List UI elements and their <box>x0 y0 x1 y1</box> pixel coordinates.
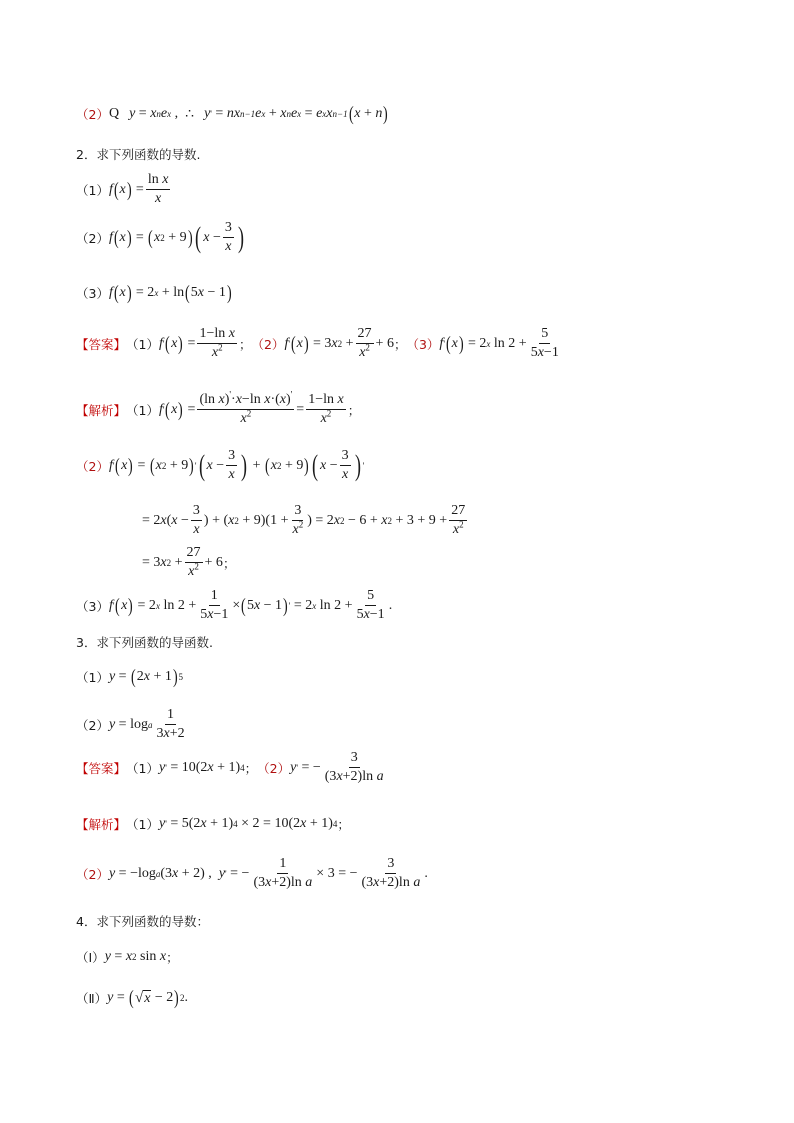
part-label: （Ⅰ） <box>76 950 105 965</box>
formula: y ' = 5(2 x + 1) 4 × 2 = 10(2 x + 1) 4 <box>158 816 338 831</box>
q3-solution-part2 <box>76 856 428 891</box>
separator: ； <box>222 555 236 571</box>
part-label: （2） <box>76 717 109 733</box>
part-label: （1） <box>126 817 159 832</box>
part-label: （2） <box>76 107 109 122</box>
q4-part2 <box>76 988 188 1008</box>
q2-title: 2．求下列函数的导数. <box>76 147 201 162</box>
therefore-symbol: ∴ <box>185 106 195 122</box>
separator: ； <box>244 760 258 776</box>
separator: ； <box>238 336 252 352</box>
q2-solution-part3 <box>76 588 392 623</box>
formula: f ' ( x ) = 2 x ln 2 + $\frac{5}{5x-1}$ <box>439 326 559 361</box>
formula: y ' = 10(2 x + 1) 4 <box>158 759 245 775</box>
formula: f ' ( x ) = $\frac{\text{1−ln x}}{x^2}$ <box>158 326 235 361</box>
q2-part1 <box>76 172 172 207</box>
formula: = 2 x ( x − $\frac{3}{x}$ ) + ( x 2 + 9)(1 + $\frac{3}{x^2}$ ) = 2 x 2 − 6 + x 2 + 3 + 9 + $\frac{27}{x^2}$ <box>142 503 466 538</box>
part-label: （2） <box>76 230 109 246</box>
formula: f ( x ) = ( x 2 + 9 ) ( x − $\frac{3}{x}$ ) <box>108 220 244 255</box>
separator: ； <box>347 402 361 418</box>
q1-part2-line <box>76 104 389 124</box>
separator: ； <box>337 817 350 832</box>
because-symbol: Q <box>108 106 120 121</box>
formula: y ' = − $\frac{3}{\text{(3x+2)ln a}}$ <box>290 750 384 785</box>
part-label: （1） <box>76 182 109 198</box>
answer-tag: 【答案】 <box>76 336 127 352</box>
q3-solution-part1 <box>76 815 350 833</box>
q4-part1 <box>76 948 179 966</box>
part-label: （1） <box>76 670 109 685</box>
formula: y = −log a (3 x + 2) , y ' = − $\frac{1}{\text{(3x+2)ln a}}$ × 3 = − $\frac{3}{\text{(3x+2)ln a}}$ . <box>108 856 428 891</box>
q3-title: 3．求下列函数的导函数. <box>76 635 213 650</box>
q3-answer <box>76 750 388 785</box>
q4-title: 4．求下列函数的导数： <box>76 914 209 929</box>
q3-part2 <box>76 707 189 742</box>
formula: y = ( √ x − 2 ) 2 . <box>107 987 188 1009</box>
solution-tag: 【解析】 <box>76 402 127 418</box>
separator: ； <box>393 336 407 352</box>
part-label: （3） <box>76 286 109 301</box>
formula: y = log a $\frac{1}{3x+2}$ <box>108 707 185 742</box>
part-label: （2） <box>257 760 291 776</box>
part-label: （Ⅱ） <box>76 991 108 1006</box>
part-label: （1） <box>126 336 159 352</box>
formula: f ( x ) = 2 x + ln ( 5 x − 1 ) <box>108 282 232 304</box>
formula: f ' ( x ) = 3 x 2 + $\frac{27}{x^2}$ + 6 <box>284 326 394 361</box>
formula: f ' ( x ) = ( x 2 + 9 ) ' ( x − $\frac{3}{x}$ ) + ( x 2 + 9 ) ( x − $\frac{3}{x}$ ) ' <box>108 448 365 483</box>
q2-solution-part1 <box>76 389 361 427</box>
part-label: （3） <box>76 598 109 614</box>
formula: f ' ( x ) = 2 x ln 2 + $\frac{1}{5x-1}$ × ( 5 x − 1 ) ' = 2 x ln 2 + $\frac{5}{5x-1}$ . <box>108 588 393 623</box>
part-label: （1） <box>126 760 159 776</box>
q2-solution-part2-line3 <box>142 545 235 580</box>
q2-solution-part2-line2 <box>142 503 469 538</box>
formula: Q y = x n e x , ∴ y ' = nx n−1 e x + x n e x = e x x n−1 ( x + n ) <box>108 103 389 125</box>
separator: ； <box>166 950 179 965</box>
q3-part1 <box>76 667 183 687</box>
formula: = 3 x 2 + $\frac{27}{x^2}$ + 6 <box>142 545 223 580</box>
solution-tag: 【解析】 <box>76 817 127 832</box>
q2-solution-part2-line1 <box>76 448 364 483</box>
q2-answer <box>76 326 563 361</box>
q2-part2 <box>76 220 246 255</box>
part-label: （1） <box>126 402 159 418</box>
q2-part3 <box>76 283 233 303</box>
part-label: （3） <box>406 336 440 352</box>
part-label: （2） <box>76 458 109 474</box>
answer-tag: 【答案】 <box>76 760 127 776</box>
formula: f ( x ) = $\frac{\text{ln x}}{x}$ <box>108 172 169 207</box>
part-label: （2） <box>251 336 285 352</box>
formula: f ' ( x ) = $\frac{(\ln x)'\cdot x-\ln x\cdot(x)'}{x^2}$ = $\frac{\text{1−ln x}}{x^2}$ <box>158 389 344 427</box>
formula: y = x 2 sin x <box>104 949 167 964</box>
part-label: （2） <box>76 866 109 882</box>
formula: y = ( 2 x + 1 ) 5 <box>108 666 184 688</box>
